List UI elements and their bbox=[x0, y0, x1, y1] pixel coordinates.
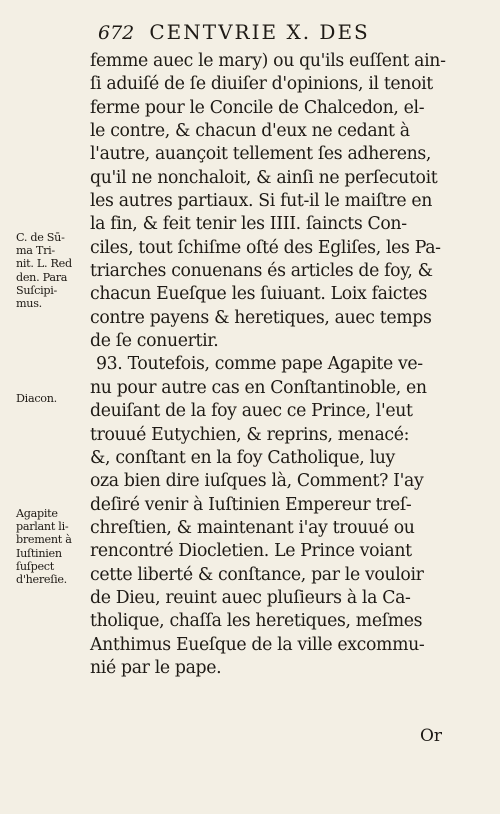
text-line: la fin, & feit tenir les IIII. ſaincts Con- bbox=[90, 214, 407, 235]
margin-note-line: den. Para bbox=[16, 270, 68, 284]
text-line: de Dieu, reuint auec pluſieurs à la Ca- bbox=[90, 587, 411, 608]
text-line: triarches conuenans és articles de foy, & bbox=[90, 261, 433, 282]
text-line: ferme pour le Concile de Chalcedon, el- bbox=[90, 97, 425, 118]
margin-note-line: ma Tri- bbox=[16, 244, 55, 258]
margin-note-line: Diacon. bbox=[16, 392, 57, 405]
text-line: ciles, tout ſchiſme oſté des Egliſes, les Pa- bbox=[90, 237, 441, 258]
page-header bbox=[98, 20, 370, 44]
running-head: CENTVRIE X. DES bbox=[149, 20, 370, 44]
text-line: les autres partiaux. Si fut-il le maiſtre en bbox=[90, 191, 433, 212]
text-line: nié par le pape. bbox=[90, 657, 222, 678]
paragraph-start-line: 93. Toutefois, comme pape Agapite ve- bbox=[96, 354, 423, 375]
text-line: deſiré venir à Iuſtinien Empereur treſ- bbox=[90, 494, 412, 515]
text-line: Anthimus Eueſque de la ville excommu- bbox=[90, 634, 425, 655]
text-line: deuiſant de la foy auec ce Prince, l'eut bbox=[90, 401, 413, 422]
margin-note-legal-reference bbox=[16, 231, 92, 310]
catchword: Or bbox=[420, 726, 443, 746]
text-line: contre payens & heretiques, auec temps bbox=[90, 307, 432, 328]
text-line: de ſe conuertir. bbox=[90, 331, 219, 352]
margin-note-line: C. de Sū- bbox=[16, 231, 65, 244]
margin-note-line: Agapite bbox=[16, 507, 58, 520]
margin-note-line: parlant li- bbox=[16, 520, 69, 534]
margin-note-line: mus. bbox=[16, 296, 42, 310]
margin-note-line: nit. L. Red bbox=[16, 257, 72, 271]
text-line: cette liberté & conſtance, par le vouloir bbox=[90, 564, 424, 585]
text-line: nu pour autre cas en Conſtantinoble, en bbox=[90, 377, 427, 398]
margin-note-line: brement à bbox=[16, 533, 72, 547]
margin-note-line: Suſcipi- bbox=[16, 283, 57, 297]
margin-note-line: Iuſtinien bbox=[16, 546, 62, 560]
text-line: oza bien dire iuſques là, Comment? I'ay bbox=[90, 471, 424, 492]
text-line: l'autre, auançoit tellement ſes adherens, bbox=[90, 144, 432, 165]
text-line: femme auec le mary) ou qu'ils euſſent ain- bbox=[90, 51, 446, 71]
margin-note-agapite bbox=[16, 507, 92, 586]
text-line: rencontré Diocletien. Le Prince voiant bbox=[90, 541, 412, 562]
text-line: trouué Eutychien, & reprins, menacé: bbox=[90, 424, 410, 445]
text-line: le contre, & chacun d'eux ne cedant à bbox=[90, 121, 410, 142]
text-line: qu'il ne nonchaloit, & ainſi ne perſecutoit bbox=[90, 167, 438, 188]
text-line: ſi aduiſé de ſe diuiſer d'opinions, il tenoit bbox=[90, 74, 433, 95]
body-text bbox=[90, 50, 458, 680]
text-line: chacun Eueſque les ſuiuant. Loix faictes bbox=[90, 284, 428, 305]
text-line: &, conſtant en la foy Catholique, luy bbox=[90, 447, 395, 468]
margin-note-diacon bbox=[16, 392, 92, 405]
text-line: chreſtien, & maintenant i'ay trouué ou bbox=[90, 517, 415, 538]
margin-note-line: d'hereſie. bbox=[16, 572, 67, 586]
text-line: tholique, chaſſa les heretiques, meſmes bbox=[90, 611, 423, 632]
page-number: 672 bbox=[98, 22, 135, 44]
margin-note-line: ſuſpect bbox=[16, 559, 54, 573]
